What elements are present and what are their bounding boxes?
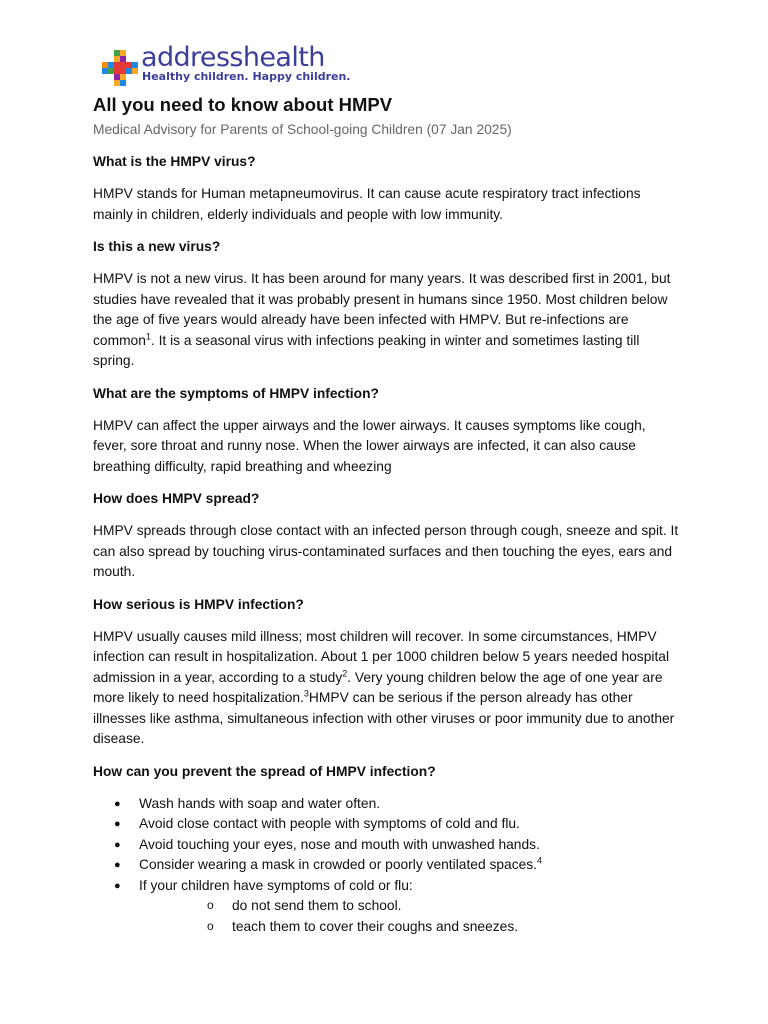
reference-marker: 1	[145, 330, 151, 341]
paragraph-text: HMPV is not a new virus. It has been around for many years. It was described first in 2001, but studies have revealed that it was probably present in humans since 1950. Most children below the age of five years would already have been infected with HMPV. But re-infections are common	[93, 271, 671, 348]
list-item-text: Wash hands with soap and water often.	[139, 795, 381, 811]
brand-text	[141, 44, 350, 83]
section-paragraph: HMPV can affect the upper airways and the lower airways. It causes symptoms like cough, fever, sore throat and runny nose. When the lower airways are infected, it can also cause breathing difficulty, rapid breathing and wheezing	[93, 417, 646, 474]
sub-list-item-text: do not send them to school.	[232, 898, 402, 913]
reference-marker: 2	[342, 667, 348, 678]
prevention-list	[93, 794, 683, 938]
section-heading: How serious is HMPV infection?	[93, 596, 304, 612]
reference-marker: 3	[303, 688, 309, 699]
brand-name: addresshealth	[141, 42, 325, 73]
paragraph-text: . It is a seasonal virus with infections peaking in winter and sometimes lasting till spring.	[93, 332, 640, 368]
list-item-text: Consider wearing a mask in crowded or poorly ventilated spaces.	[139, 857, 538, 872]
brand-tagline: Healthy children. Happy children.	[142, 70, 351, 83]
section-paragraph	[93, 269, 683, 372]
section-heading: Is this a new virus?	[93, 239, 221, 254]
paragraph-text: HMPV usually causes mild illness; most children will recover. In some circumstances, HMPV infection can result in hospitalization. About 1 per 1000 children below 5 years needed hospital admission in a year, according to a study	[93, 628, 670, 685]
sub-list	[139, 896, 683, 937]
sub-list-item	[139, 896, 683, 917]
section-paragraph	[93, 627, 683, 750]
document-title: All you need to know about HMPV	[93, 94, 393, 115]
list-item	[93, 855, 683, 876]
section-heading: How does HMPV spread?	[93, 491, 260, 506]
section-heading: How can you prevent the spread of HMPV infection?	[93, 763, 436, 779]
plus-cross-icon	[100, 48, 140, 88]
document-subtitle: Medical Advisory for Parents of School-going Children (07 Jan 2025)	[93, 122, 512, 137]
section-paragraph: HMPV spreads through close contact with an infected person through cough, sneeze and spit. It can also spread by touching virus-contaminated surfaces and then touching the eyes, ears and mouth.	[93, 523, 679, 579]
section-heading: What is the HMPV virus?	[93, 154, 256, 169]
sub-list-item	[139, 917, 683, 938]
brand-logo	[93, 44, 683, 90]
list-item	[93, 876, 683, 938]
list-item	[93, 835, 683, 856]
list-item-text: If your children have symptoms of cold or flu:	[139, 877, 413, 893]
section-heading: What are the symptoms of HMPV infection?	[93, 385, 379, 401]
list-item-text: Avoid close contact with people with symptoms of cold and flu.	[139, 816, 520, 831]
list-item	[93, 794, 683, 815]
paragraph-text: HMPV can be serious if the person already has other illnesses like asthma, simultaneous infection with other viruses or poor immunity due to another disease.	[93, 690, 675, 746]
list-item-text: Avoid touching your eyes, nose and mouth with unwashed hands.	[139, 836, 540, 852]
paragraph-text: . Very young children below the age of one year are more likely to need hospitalization.	[93, 669, 663, 705]
sub-list-item-text: teach them to cover their coughs and sneezes.	[232, 918, 519, 934]
section-paragraph: HMPV stands for Human metapneumovirus. It can cause acute respiratory tract infections mainly in children, elderly individuals and people with low immunity.	[93, 186, 641, 222]
document-content	[93, 44, 683, 937]
list-item	[93, 814, 683, 835]
reference-marker: 4	[537, 855, 543, 866]
